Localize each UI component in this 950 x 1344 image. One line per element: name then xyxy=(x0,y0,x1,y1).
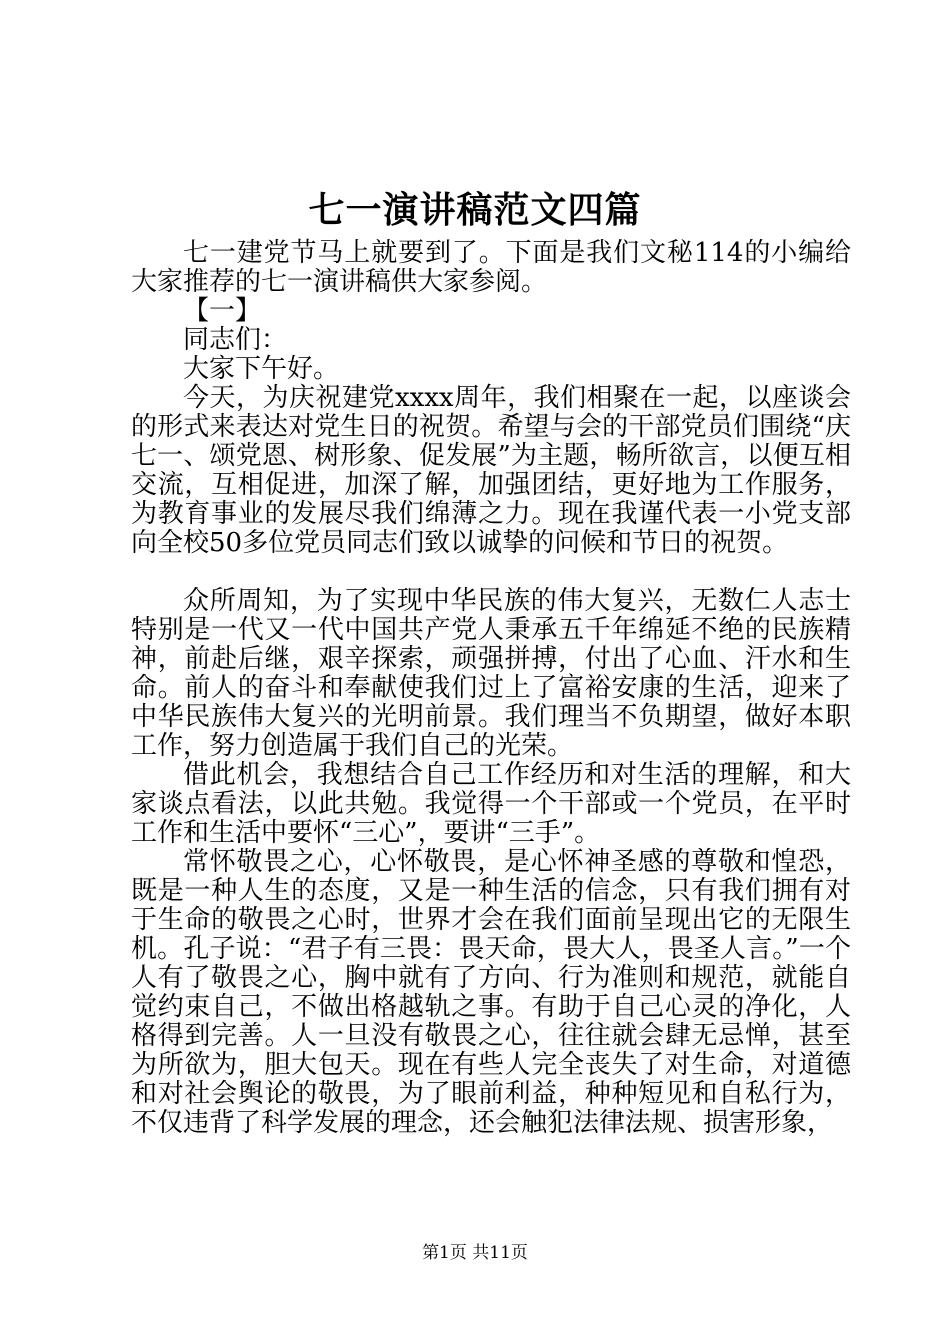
body-paragraph: 众所周知，为了实现中华民族的伟大复兴，无数仁人志士特别是一代又一代中国共产党人秉承五千年绵延不绝的民族精神，前赴后继，艰辛探索，顽强拼搏，付出了心血、汗水和生命。前人的奋斗和奉献使我们过上了富裕安康的生活，迎来了中华民族伟大复兴的光明前景。我们理当不负期望，做好本职工作，努力创造属于我们自己的光荣。 xyxy=(131,586,851,761)
section-heading: 【一】 xyxy=(183,296,262,326)
body-paragraph: 常怀敬畏之心，心怀敬畏，是心怀神圣感的尊敬和惶恐，既是一种人生的态度，又是一种生活的信念，只有我们拥有对于生命的敬畏之心时，世界才会在我们面前呈现出它的无限生机。孔子说：“君子有三畏：畏天命，畏大人，畏圣人言。”一个人有了敬畏之心，胸中就有了方向、行为准则和规范，就能自觉约束自己，不做出格越轨之事。有助于自己心灵的净化，人格得到完善。人一旦没有敬畏之心，往往就会肆无忌惮，甚至为所欲为，胆大包天。现在有些人完全丧失了对生命，对道德和对社会舆论的敬畏，为了眼前利益，种种短见和自私行为，不仅违背了科学发展的理念，还会触犯法律法规、损害形象， xyxy=(131,847,851,1138)
document-body xyxy=(131,239,851,1138)
page-footer: 第1页 共11页 xyxy=(422,1243,528,1263)
body-paragraph: 今天，为庆祝建党xxxx周年，我们相聚在一起，以座谈会的形式来表达对党生日的祝贺。希望与会的干部党员们围绕“庆七一、颂党恩、树形象、促发展”为主题，畅所欲言，以便互相交流，互相促进，加深了解，加强团结，更好地为工作服务，为教育事业的发展尽我们绵薄之力。现在我谨代表一小党支部向全校50多位党员同志们致以诚挚的问候和节日的祝贺。 xyxy=(131,383,851,558)
document-title: 七一演讲稿范文四篇 xyxy=(308,189,642,231)
intro-paragraph: 七一建党节马上就要到了。下面是我们文秘114的小编给大家推荐的七一演讲稿供大家参阅。 xyxy=(131,238,851,297)
greeting: 大家下午好。 xyxy=(183,354,340,384)
salutation: 同志们： xyxy=(183,325,288,355)
body-paragraph: 借此机会，我想结合自己工作经历和对生活的理解，和大家谈点看法，以此共勉。我觉得一个干部或一个党员，在平时工作和生活中要怀“三心”，要讲“三手”。 xyxy=(131,760,851,848)
